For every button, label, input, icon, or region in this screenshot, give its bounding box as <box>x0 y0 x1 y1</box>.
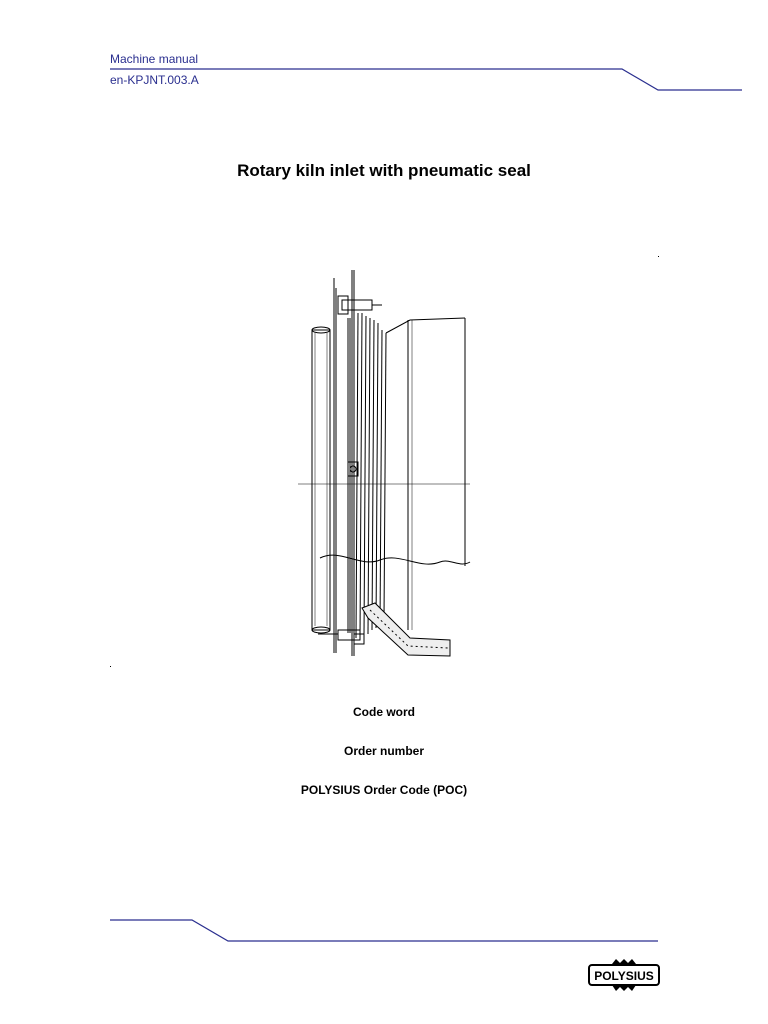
order-number-label: Order number <box>343 744 424 758</box>
header-doc-type: Machine manual <box>110 52 199 66</box>
header-rule <box>0 0 768 100</box>
logo-text: POLYSIUS <box>594 969 654 983</box>
polysius-logo <box>588 958 660 992</box>
code-word-label: Code word <box>353 705 415 719</box>
page-title: Rotary kiln inlet with pneumatic seal <box>237 161 531 180</box>
header-doc-id: en-KPJNT.003.A <box>110 73 199 87</box>
stray-mark <box>658 256 659 257</box>
order-code-label: POLYSIUS Order Code (POC) <box>300 783 468 797</box>
stray-mark <box>110 666 111 667</box>
kiln-inlet-drawing <box>290 258 480 660</box>
